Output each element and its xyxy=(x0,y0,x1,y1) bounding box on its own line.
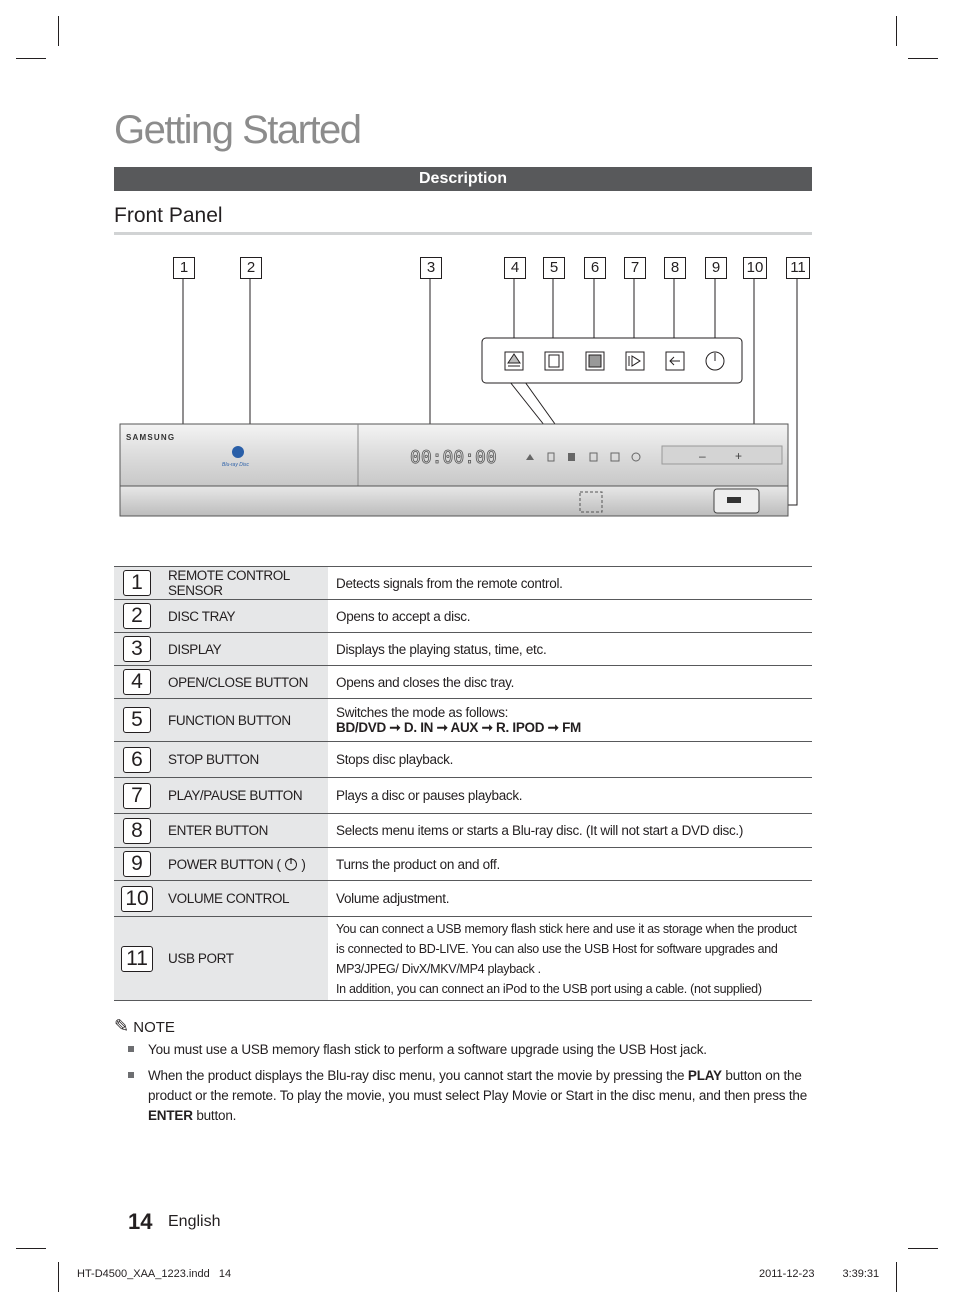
pencil-icon: ✎ xyxy=(114,1016,130,1036)
callout-6: 6 xyxy=(584,257,606,279)
row-desc: Volume adjustment. xyxy=(328,881,812,917)
crop-mark xyxy=(908,1248,938,1249)
row-name: ENTER BUTTON xyxy=(160,814,328,848)
row-name: FUNCTION BUTTON xyxy=(160,699,328,742)
row-number: 10 xyxy=(121,886,153,912)
callout-1: 1 xyxy=(173,257,195,279)
table-row: 9 POWER BUTTON ( ) Turns the product on and off. xyxy=(114,848,812,881)
front-panel-table xyxy=(114,566,812,1001)
row-name: DISC TRAY xyxy=(160,600,328,633)
row-desc: You can connect a USB memory flash stick here and use it as storage when the product is connected to BD-LIVE. You can also use the USB Host for software upgrades and MP3/JPEG/ DivX/MKV/MP4 playback . xyxy=(336,921,797,976)
table-row xyxy=(114,778,812,814)
display-readout: 00:00:00 xyxy=(410,447,497,468)
section-bar: Description xyxy=(114,167,812,191)
bullet-icon xyxy=(128,1046,134,1052)
row-name: REMOTE CONTROL SENSOR xyxy=(160,567,328,600)
row-desc: Detects signals from the remote control. xyxy=(328,567,812,600)
row-number: 7 xyxy=(123,783,151,809)
row-desc: Stops disc playback. xyxy=(328,742,812,778)
row-number: 9 xyxy=(123,851,151,877)
callout-9: 9 xyxy=(705,257,727,279)
page-title: Getting Started xyxy=(114,108,361,152)
row-desc: Opens and closes the disc tray. xyxy=(328,666,812,699)
section-heading: Front Panel xyxy=(114,204,223,227)
row-number: 2 xyxy=(123,603,151,629)
page-number: 14 xyxy=(128,1209,153,1234)
crop-mark xyxy=(896,1262,897,1292)
table-row xyxy=(114,600,812,633)
table-row xyxy=(114,666,812,699)
row-number: 8 xyxy=(123,818,151,844)
crop-mark xyxy=(58,1262,59,1292)
row-desc: Turns the product on and off. xyxy=(328,848,812,881)
row-desc: Displays the playing status, time, etc. xyxy=(328,633,812,666)
bluray-logo: Blu-ray Disc xyxy=(222,462,249,468)
footer-timestamp: 2011-12-23 3:39:31 xyxy=(759,1268,880,1280)
note-heading: ✎ NOTE xyxy=(114,1016,175,1036)
front-panel-diagram xyxy=(0,250,954,530)
row-number: 11 xyxy=(121,946,153,972)
power-icon xyxy=(284,857,298,871)
row-name: DISPLAY xyxy=(160,633,328,666)
table-row xyxy=(114,742,812,778)
bullet-icon xyxy=(128,1072,134,1078)
row-number: 4 xyxy=(123,669,151,695)
crop-mark xyxy=(908,58,938,59)
note-item: You must use a USB memory flash stick to perform a software upgrade using the USB Host jack. xyxy=(128,1040,812,1060)
crop-mark xyxy=(16,58,46,59)
callout-8: 8 xyxy=(664,257,686,279)
callout-5: 5 xyxy=(543,257,565,279)
table-row xyxy=(114,699,812,742)
table-row xyxy=(114,881,812,917)
crop-mark xyxy=(58,16,59,46)
row-desc: Switches the mode as follows: xyxy=(336,704,509,720)
row-name: PLAY/PAUSE BUTTON xyxy=(160,778,328,814)
row-name: USB PORT xyxy=(160,917,328,1001)
row-desc-extra: In addition, you can connect an iPod to the USB port using a cable. (not supplied) xyxy=(336,981,762,996)
crop-mark xyxy=(16,1248,46,1249)
function-mode-sequence: BD/DVD ➞ D. IN ➞ AUX ➞ R. IPOD ➞ FM xyxy=(336,719,582,735)
device-front-strip xyxy=(120,486,788,516)
callout-2: 2 xyxy=(240,257,262,279)
row-number: 6 xyxy=(123,747,151,773)
crop-mark xyxy=(896,16,897,46)
row-number: 3 xyxy=(123,636,151,662)
table-row xyxy=(114,917,812,1001)
table-row xyxy=(114,633,812,666)
callout-4: 4 xyxy=(504,257,526,279)
row-desc: Selects menu items or starts a Blu-ray disc. (It will not start a DVD disc.) xyxy=(328,814,812,848)
row-number: 5 xyxy=(123,707,151,733)
row-name: VOLUME CONTROL xyxy=(160,881,328,917)
svg-text:+: + xyxy=(735,449,743,463)
row-number: 1 xyxy=(123,570,151,596)
volume-control-panel xyxy=(662,446,782,464)
row-name: OPEN/CLOSE BUTTON xyxy=(160,666,328,699)
brand-logo: SAMSUNG xyxy=(126,433,176,442)
callout-10: 10 xyxy=(743,257,767,279)
row-name: STOP BUTTON xyxy=(160,742,328,778)
row-desc: Plays a disc or pauses playback. xyxy=(328,778,812,814)
row-name: POWER BUTTON ( xyxy=(168,856,281,872)
footer-language: English xyxy=(168,1213,221,1230)
callout-11: 11 xyxy=(786,257,810,279)
row-desc: Opens to accept a disc. xyxy=(328,600,812,633)
note-item: When the product displays the Blu-ray disc menu, you cannot start the movie by pressing the PLAY button on the product or the remote. To play the movie, you must select Play Movie or Start in the disc menu, and then press the ENTER button. xyxy=(128,1066,812,1126)
footer-file: HT-D4500_XAA_1223.indd 14 xyxy=(77,1268,232,1280)
callout-3: 3 xyxy=(420,257,442,279)
svg-text:–: – xyxy=(699,449,706,463)
table-row xyxy=(114,814,812,848)
section-divider xyxy=(114,232,812,235)
callout-7: 7 xyxy=(624,257,646,279)
table-row xyxy=(114,567,812,600)
